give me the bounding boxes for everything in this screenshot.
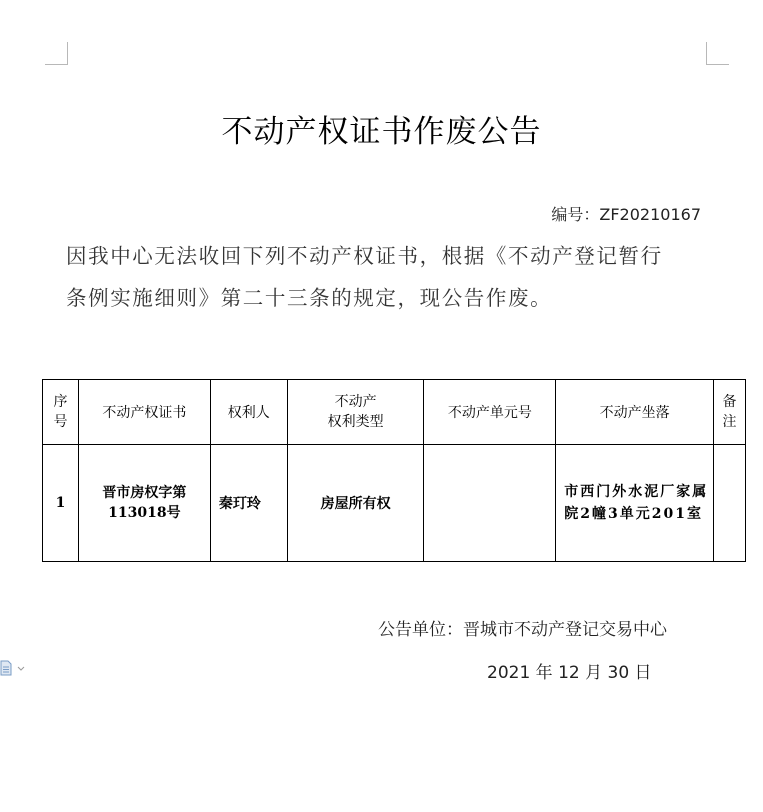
cell-certificate	[78, 445, 210, 562]
header-seq	[43, 380, 79, 445]
crop-mark-top-left	[45, 42, 68, 65]
page-title: 不动产权证书作废公告	[221, 114, 542, 150]
notice-body	[66, 235, 716, 319]
header-seq-line-1: 序	[53, 394, 68, 410]
header-note-line-2: 注	[722, 414, 737, 430]
document-icon[interactable]	[0, 660, 28, 676]
header-location: 不动产坐落	[556, 380, 714, 445]
issue-date: 2021 年 12 月 30 日	[487, 663, 652, 683]
crop-mark-top-right	[706, 42, 729, 65]
header-right-type	[287, 380, 424, 445]
header-seq-line-2: 号	[53, 414, 68, 430]
void-certificate-table	[42, 379, 746, 562]
header-note-line-1: 备	[722, 394, 737, 410]
table-header-row	[43, 380, 746, 445]
header-holder: 权利人	[210, 380, 287, 445]
table-row	[43, 445, 746, 562]
header-right-type-line-1: 不动产	[334, 394, 377, 410]
cell-right-type: 房屋所有权	[287, 445, 424, 562]
header-certificate: 不动产权证书	[78, 380, 210, 445]
issuing-unit: 公告单位：晋城市不动产登记交易中心	[378, 620, 667, 640]
header-right-type-line-2: 权利类型	[327, 414, 384, 430]
cell-holder: 秦玎玲	[210, 445, 287, 562]
header-unit-number: 不动产单元号	[424, 380, 556, 445]
notice-body-line-2: 条例实施细则》第二十三条的规定，现公告作废。	[66, 286, 553, 310]
cell-location: 市西门外水泥厂家属院2幢3单元201室	[556, 445, 714, 562]
notice-body-line-1: 因我中心无法收回下列不动产权证书，根据《不动产登记暂行	[66, 244, 663, 268]
cell-unit-number	[424, 445, 556, 562]
notice-number: 编号：ZF20210167	[551, 205, 701, 224]
cell-certificate-line-2: 113018号	[108, 505, 181, 521]
cell-note	[714, 445, 746, 562]
cell-seq: 1	[43, 445, 79, 562]
cell-certificate-line-1: 晋市房权字第	[102, 485, 187, 501]
header-note	[714, 380, 746, 445]
